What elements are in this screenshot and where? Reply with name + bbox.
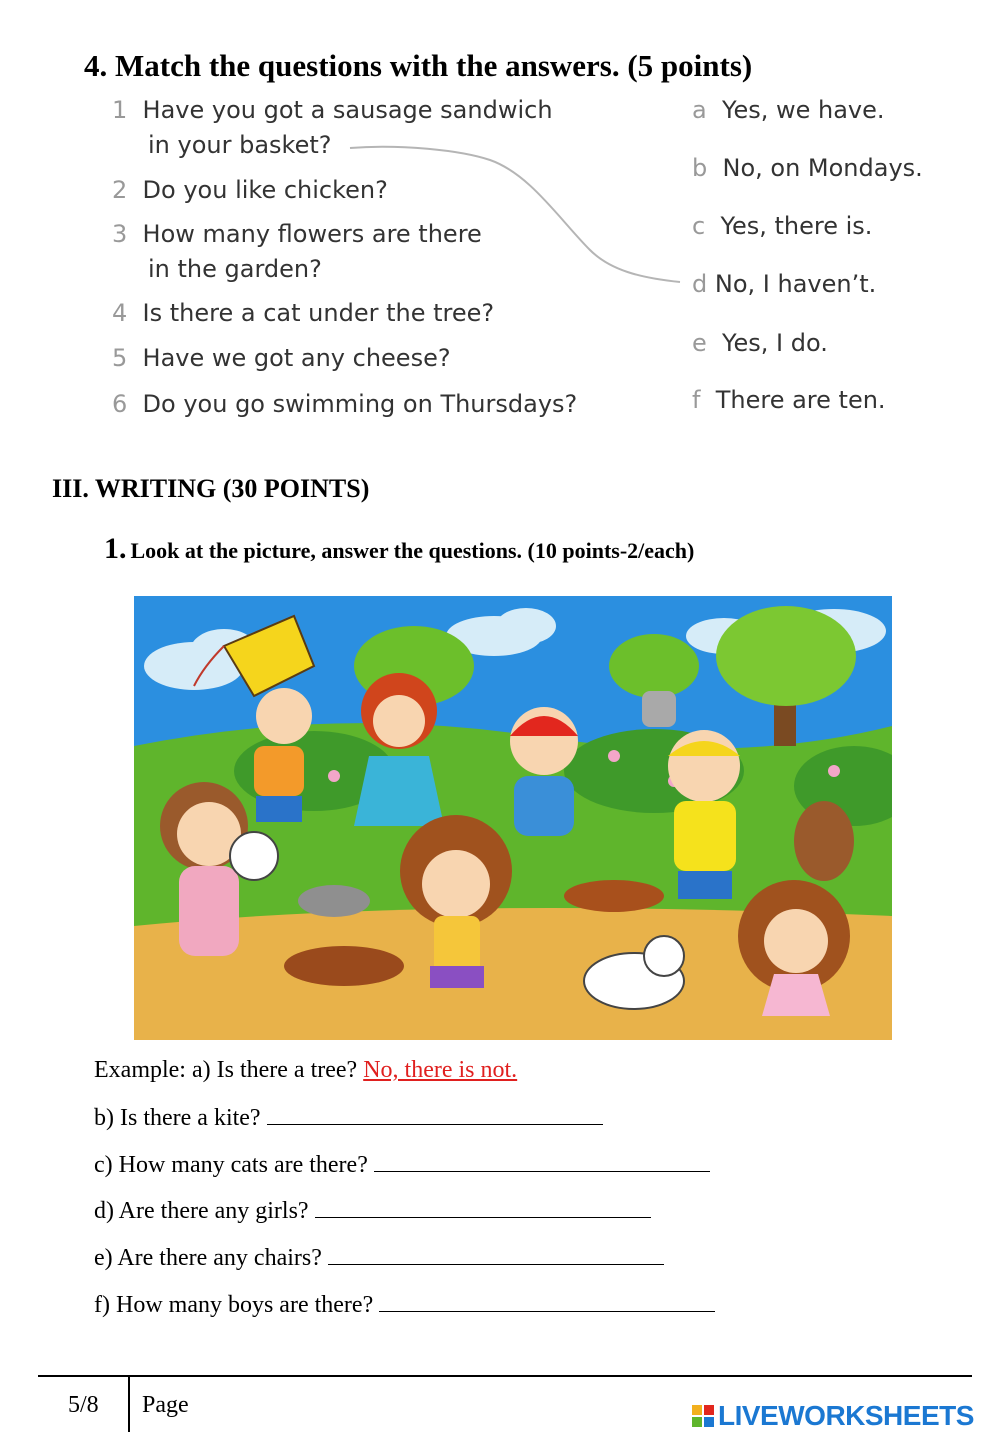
footer-rule xyxy=(38,1375,972,1377)
question-number: 3 xyxy=(112,220,128,248)
dog-brown xyxy=(284,946,404,986)
question-4 xyxy=(112,299,494,327)
answer-text: No, on Mondays. xyxy=(722,154,923,182)
answer-c[interactable] xyxy=(692,212,872,240)
question-b xyxy=(94,1102,603,1132)
match-line xyxy=(340,140,700,290)
page-number: 5/8 xyxy=(68,1392,99,1418)
answer-letter: b xyxy=(692,154,708,182)
answer-letter: a xyxy=(692,96,707,124)
question-text: How many flowers are there xyxy=(142,220,482,248)
question-text: Is there a cat under the tree? xyxy=(142,299,495,327)
question-number: 6 xyxy=(112,390,128,418)
example-question: Example: a) Is there a tree? xyxy=(94,1057,358,1083)
footer-divider xyxy=(128,1376,130,1432)
question-number: 1 xyxy=(112,96,128,124)
question-text: Have we got any cheese? xyxy=(142,344,451,372)
boy-yellow-shirt xyxy=(668,730,740,899)
cat-grey xyxy=(298,885,370,917)
question-6 xyxy=(112,390,577,418)
answer-letter: e xyxy=(692,329,707,357)
answer-e[interactable] xyxy=(692,329,828,357)
answer-blank[interactable] xyxy=(328,1242,664,1265)
question-5 xyxy=(112,344,451,372)
question-text: Do you like chicken? xyxy=(142,176,388,204)
question-text: d) Are there any girls? xyxy=(94,1198,309,1224)
question-number: 5 xyxy=(112,344,128,372)
question-e xyxy=(94,1242,664,1272)
liveworksheets-logo-icon xyxy=(692,1405,714,1427)
example-answer: No, there is not. xyxy=(363,1057,518,1083)
question-text: Do you go swimming on Thursdays? xyxy=(142,390,578,418)
question-text: f) How many boys are there? xyxy=(94,1292,374,1318)
answer-a[interactable] xyxy=(692,96,885,124)
match-section-title: 4. Match the questions with the answers. (5 points) xyxy=(84,48,753,83)
answer-d[interactable] xyxy=(692,270,876,298)
answer-blank[interactable] xyxy=(379,1289,715,1312)
brand-logo[interactable] xyxy=(692,1400,974,1432)
answer-blank[interactable] xyxy=(374,1149,710,1172)
question-1-line2: in your basket? xyxy=(148,131,332,159)
answer-f[interactable] xyxy=(692,386,886,414)
question-number: 2 xyxy=(112,176,128,204)
answer-text: Yes, there is. xyxy=(720,212,873,240)
park-illustration xyxy=(134,596,892,1040)
answer-blank[interactable] xyxy=(267,1102,603,1125)
task-number: 1. xyxy=(104,532,127,565)
task-text: Look at the picture, answer the questions. (10 points-2/each) xyxy=(130,538,695,563)
answer-text: Yes, we have. xyxy=(721,96,885,124)
answer-letter: f xyxy=(692,386,701,414)
question-c xyxy=(94,1149,710,1179)
question-f xyxy=(94,1289,715,1319)
answer-b[interactable] xyxy=(692,154,923,182)
dachshund xyxy=(564,880,664,912)
question-text: c) How many cats are there? xyxy=(94,1152,368,1178)
writing-heading: III. WRITING (30 POINTS) xyxy=(52,474,370,503)
dog-right xyxy=(794,801,854,881)
question-number: 4 xyxy=(112,299,128,327)
writing-task xyxy=(104,532,694,566)
question-1 xyxy=(112,96,553,124)
answer-letter: c xyxy=(692,212,706,240)
question-text: b) Is there a kite? xyxy=(94,1105,261,1131)
answer-text: No, I haven’t. xyxy=(714,270,877,298)
page-label: Page xyxy=(142,1392,189,1418)
cat-white-held xyxy=(230,832,278,880)
answer-letter: d xyxy=(692,270,708,298)
answer-blank[interactable] xyxy=(315,1195,651,1218)
question-d xyxy=(94,1195,651,1225)
answer-text: There are ten. xyxy=(715,386,886,414)
cat-tree xyxy=(642,691,676,727)
question-3-line2: in the garden? xyxy=(148,255,322,283)
answer-text: Yes, I do. xyxy=(722,329,828,357)
question-text: Have you got a sausage sandwich xyxy=(142,96,553,124)
question-text: e) Are there any chairs? xyxy=(94,1245,322,1271)
brand-name: LIVEWORKSHEETS xyxy=(718,1400,974,1431)
example-line xyxy=(94,1057,517,1084)
